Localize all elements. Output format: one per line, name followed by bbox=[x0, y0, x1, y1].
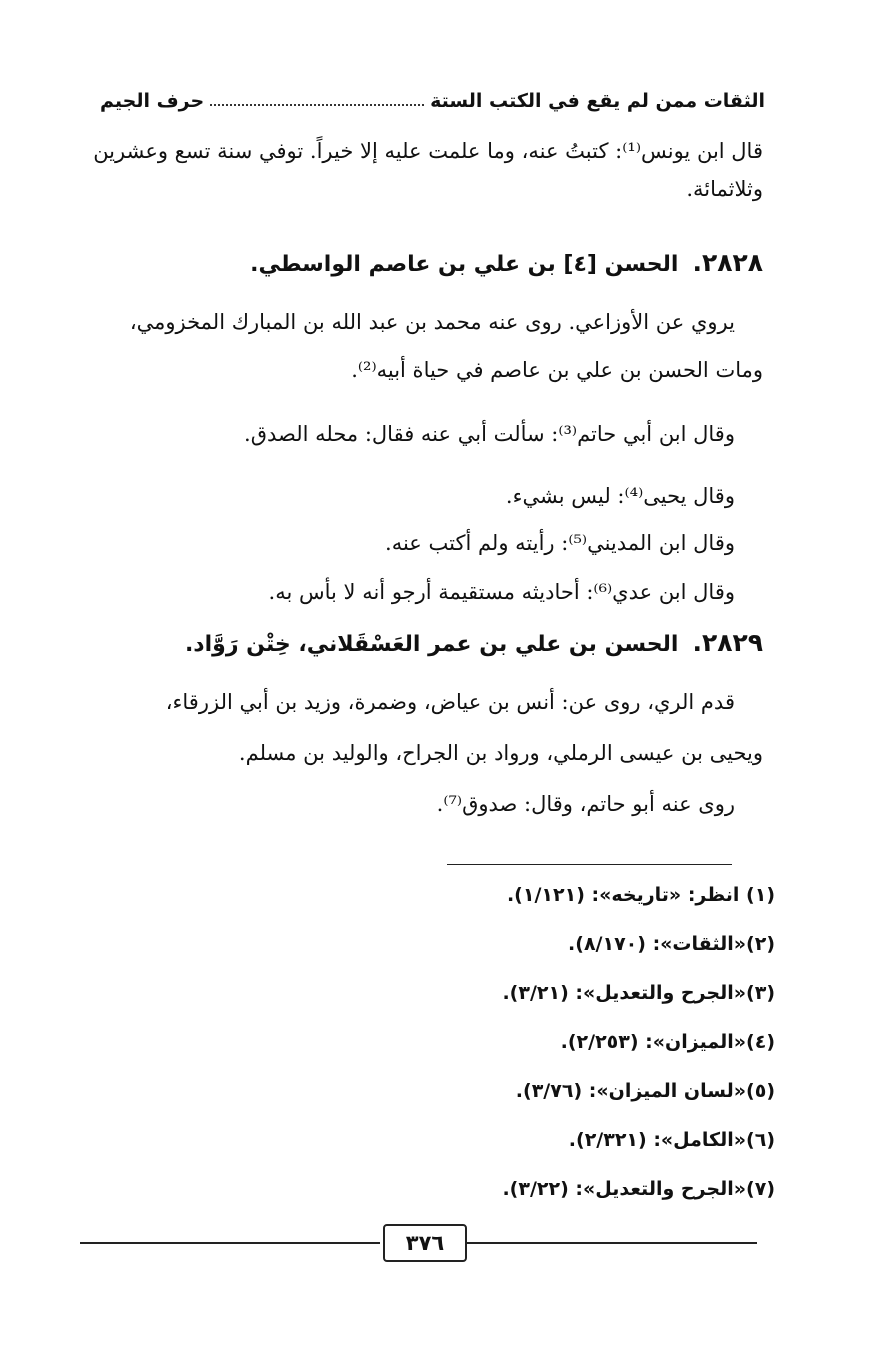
footnote: (٤)«الميزان»: (٢/٢٥٣). bbox=[560, 1031, 775, 1053]
header-section: حرف الجيم bbox=[100, 90, 205, 112]
entry-line: روى عنه أبو حاتم، وقال: صدوق⁽⁷⁾. bbox=[436, 792, 735, 816]
header-book-title: الثقات ممن لم يقع في الكتب الستة bbox=[430, 90, 765, 112]
entry-line: وقال ابن أبي حاتم⁽³⁾: سألت أبي عنه فقال: محله الصدق. bbox=[244, 422, 735, 446]
entry-line: وقال ابن المديني⁽⁵⁾: رأيته ولم أكتب عنه. bbox=[385, 531, 735, 555]
entry-line: وقال يحيى⁽⁴⁾: ليس بشيء. bbox=[505, 484, 735, 508]
running-header bbox=[100, 72, 765, 112]
footnote: (٥)«لسان الميزان»: (٣/٧٦). bbox=[515, 1080, 775, 1102]
footnote: (٣)«الجرح والتعديل»: (٣/٢١). bbox=[502, 982, 775, 1004]
footnote-separator bbox=[447, 864, 732, 865]
footnote: (٦)«الكامل»: (٢/٣٢١). bbox=[568, 1129, 775, 1151]
entry-heading bbox=[184, 628, 763, 657]
entry-title: الحسن [٤] بن علي بن عاصم الواسطي. bbox=[250, 252, 679, 277]
header-dot-leader bbox=[210, 103, 424, 106]
entry-line: قدم الري، روى عن: أنس بن عياض، وضمرة، وزيد بن أبي الزرقاء، bbox=[165, 690, 735, 714]
bottom-rule-left bbox=[80, 1242, 380, 1244]
entry-line: وقال ابن عدي⁽⁶⁾: أحاديثه مستقيمة أرجو أنه لا بأس به. bbox=[268, 580, 735, 604]
footnote: (١) انظر: «تاريخه»: (١/١٢١). bbox=[506, 884, 775, 906]
entry-line: يروي عن الأوزاعي. روى عنه محمد بن عبد الله بن المبارك المخزومي، bbox=[129, 310, 735, 334]
entry-line: ويحيى بن عيسى الرملي، ورواد بن الجراح، والوليد بن مسلم. bbox=[238, 741, 763, 765]
entry-line: ومات الحسن بن علي بن عاصم في حياة أبيه⁽²⁾. bbox=[351, 358, 763, 382]
intro-paragraph: قال ابن يونس⁽¹⁾: كتبتُ عنه، وما علمت عليه إلا خيراً. توفي سنة تسع وعشرين وثلاثمائة. bbox=[93, 139, 763, 201]
entry-heading bbox=[200, 248, 763, 277]
page-number: ٣٧٦ bbox=[383, 1224, 467, 1262]
footnote: (٧)«الجرح والتعديل»: (٣/٢٢). bbox=[502, 1178, 775, 1200]
entry-number: ٢٨٢٩. bbox=[692, 628, 763, 657]
bottom-rule-right bbox=[465, 1242, 757, 1244]
entry-title: الحسن بن علي بن عمر العَسْقَلاني، خِتْن رَوَّاد. bbox=[184, 632, 679, 657]
footnote: (٢)«الثقات»: (٨/١٧٠). bbox=[568, 933, 775, 955]
entry-number: ٢٨٢٨. bbox=[692, 248, 763, 277]
